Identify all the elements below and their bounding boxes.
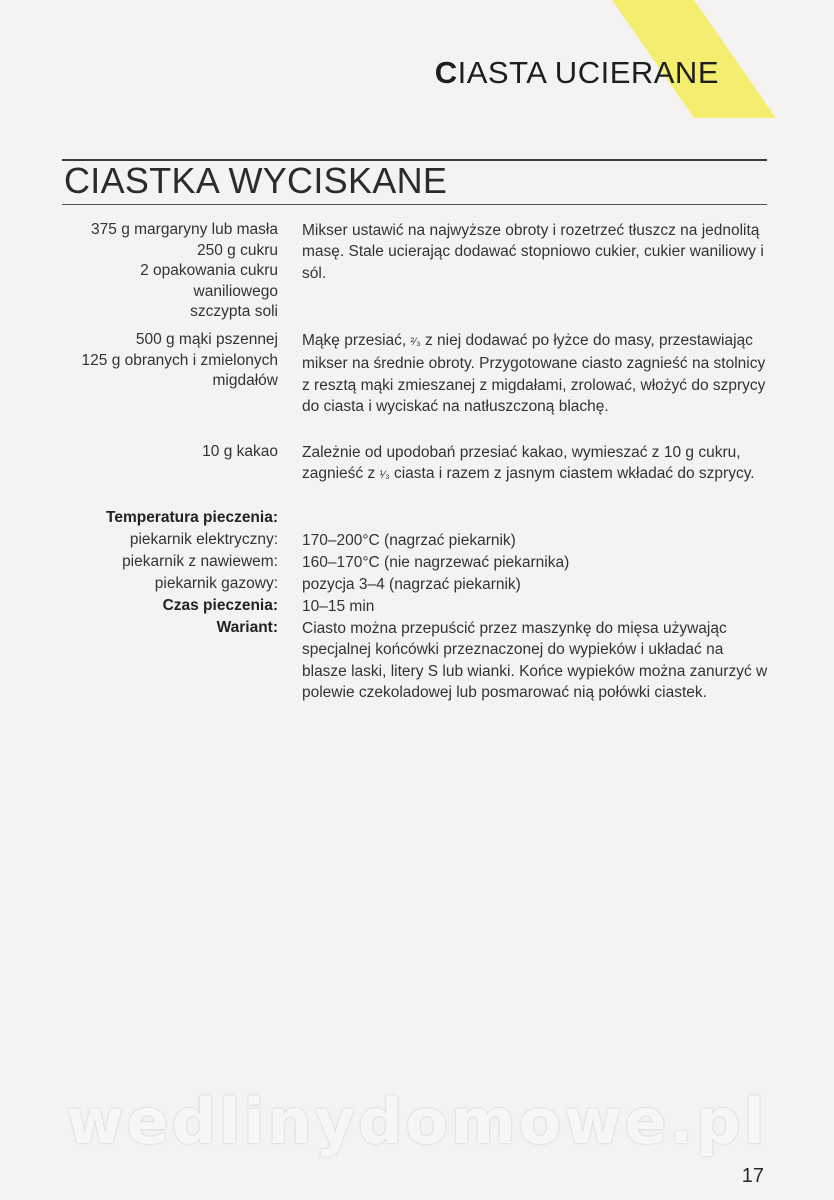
page-number: 17: [741, 1165, 764, 1187]
chapter-title-rest: IASTA UCIERANE: [457, 55, 719, 90]
ingredient: 125 g obranych i zmielonych: [81, 351, 278, 369]
ingredient: migdałów: [212, 372, 278, 390]
gas-oven-value: pozycja 3–4 (nagrzać piekarnik): [302, 576, 521, 593]
fan-oven-value: 160–170°C (nie nagrzewać piekarnika): [302, 554, 570, 571]
gas-oven-label: piekarnik gazowy:: [154, 575, 278, 592]
fraction-one-third: ¹⁄₃: [379, 469, 390, 482]
step-3-text-cont: ciasta i razem z jasnym ciastem wkładać do szprycy.: [389, 465, 755, 483]
fan-oven-label: piekarnik z nawiewem:: [122, 553, 278, 570]
ingredient: 500 g mąki pszennej: [135, 331, 278, 348]
step-2-text-cont: z niej dodawać po łyżce do masy, przestawiając mikser na średnie obroty. Przygotowane ciasto zagnieść na stolnicy z resztą mąki zmieszanej z migdałami, zrolować, włożyć do szprycy do ciasta i wyciskać na natłuszczoną blachę.: [302, 332, 766, 415]
ingredient: waniliowego: [193, 282, 278, 300]
ingredients-group-3: [40, 442, 278, 463]
ingredient: 375 g margaryny lub masła: [91, 221, 278, 238]
ingredient: 2 opakowania cukru: [140, 262, 278, 280]
ingredient: szczypta soli: [190, 303, 278, 321]
ingredients-group-2: [40, 330, 278, 392]
step-3-text: Zależnie od upodobań przesiać kakao, wymieszać z 10 g cukru, zagnieść z: [302, 444, 741, 483]
electric-oven-label: piekarnik elektryczny:: [129, 531, 278, 548]
temperature-label: Temperatura pieczenia:: [106, 509, 278, 526]
electric-oven-value: 170–200°C (nagrzać piekarnik): [302, 532, 516, 549]
ingredients-group-1: [40, 220, 278, 323]
chapter-title-initial: C: [434, 55, 458, 90]
watermark: wedlinydomowe.pl: [66, 1085, 768, 1158]
title-rule: [62, 204, 767, 205]
step-1: Mikser ustawić na najwyższe obroty i rozetrzeć tłuszcz na jednolitą masę. Stale ucierając dodawać stopniowo cukier, cukier waniliowy i sól.: [302, 222, 764, 282]
chapter-title: [435, 55, 719, 91]
step-2-text: Mąkę przesiać,: [302, 332, 411, 349]
fraction-two-thirds: ²⁄₃: [410, 336, 421, 348]
step-2: [302, 330, 772, 417]
variant-value: Ciasto można przepuścić przez maszynkę do mięsa używając specjalnej końcówki przeznaczonej do wypieków i układać na blasze laski, litery S lub wianki. Końce wypieków można zanurzyć w polewie czekoladowej lub posmarować nią połówki ciastek.: [302, 620, 768, 701]
step-3: [302, 442, 772, 487]
baking-time-label: Czas pieczenia:: [162, 597, 278, 614]
recipe-title: CIASTKA WYCISKANE: [64, 160, 448, 201]
ingredient: 10 g kakao: [202, 443, 278, 460]
baking-time-value: 10–15 min: [302, 598, 375, 615]
variant-label: Wariant:: [216, 619, 278, 636]
ingredient: 250 g cukru: [197, 241, 278, 259]
